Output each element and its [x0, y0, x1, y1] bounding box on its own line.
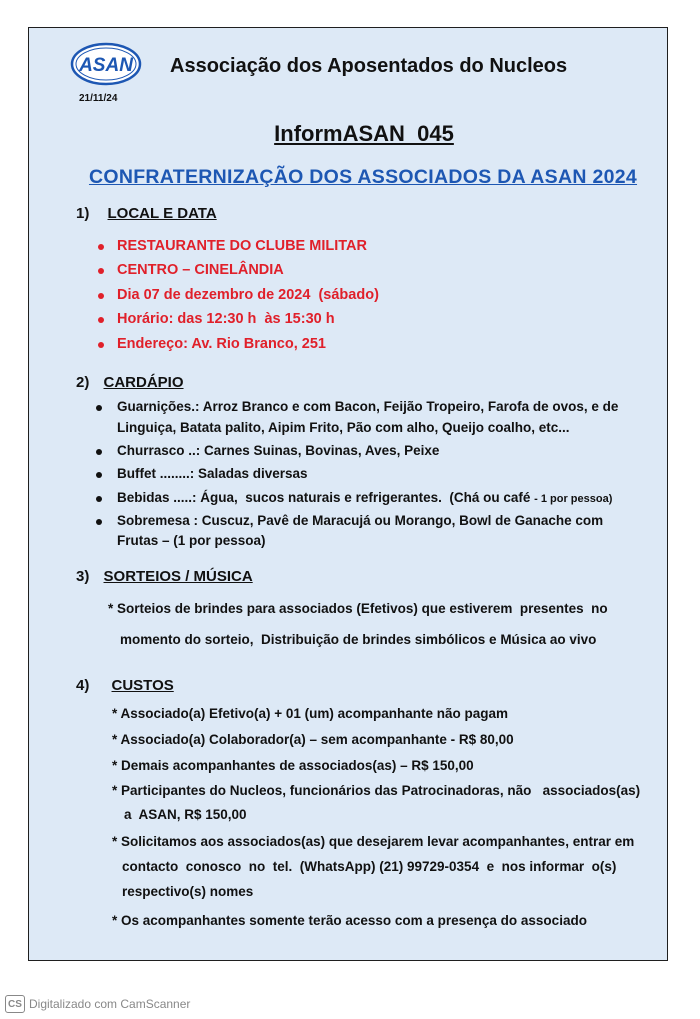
raffle-text: * Sorteios de brindes para associados (Efetivos) que estiverem presentes no — [108, 601, 608, 616]
menu-item: Churrasco ..: Carnes Suinas, Bovinas, Aves, Peixe — [117, 443, 440, 458]
date-item: Dia 07 de dezembro de 2024 (sábado) — [117, 287, 379, 303]
section3-number: 3) — [76, 568, 90, 585]
bulletin-title-text: InformASAN 045 — [274, 121, 454, 146]
bullet-icon — [98, 342, 104, 348]
raffle-text-continuation: momento do sorteio, Distribuição de brindes simbólicos e Música ao vivo — [120, 632, 597, 647]
bullet-icon — [96, 496, 102, 502]
section2-heading — [76, 374, 184, 391]
location-item: CENTRO – CINELÂNDIA — [117, 262, 284, 278]
menu-item-continuation: Linguiça, Batata palito, Aipim Frito, Pão com alho, Queijo coalho, etc... — [117, 420, 570, 435]
section4-title: CUSTOS — [111, 677, 174, 694]
section3-heading — [76, 568, 253, 585]
menu-item — [117, 490, 612, 505]
bulletin-title — [0, 121, 700, 147]
section1-title: LOCAL E DATA — [107, 205, 217, 222]
event-title — [0, 166, 700, 189]
bullet-icon — [96, 519, 102, 525]
cost-item-continuation: a ASAN, R$ 150,00 — [124, 807, 247, 822]
section4-heading — [76, 677, 174, 694]
cost-item: * Associado(a) Colaborador(a) – sem acompanhante - R$ 80,00 — [112, 732, 514, 747]
address-item: Endereço: Av. Rio Branco, 251 — [117, 336, 326, 352]
camscanner-label: Digitalizado com CamScanner — [29, 997, 191, 1011]
cost-item-continuation: contacto conosco no tel. (WhatsApp) (21) 99729-0354 e nos informar o(s) — [122, 859, 617, 874]
cost-item: * Os acompanhantes somente terão acesso com a presença do associado — [112, 913, 587, 928]
section3-title: SORTEIOS / MÚSICA — [103, 568, 253, 585]
logo-text: ASAN — [79, 55, 133, 76]
section1-heading — [76, 205, 217, 222]
bullet-icon — [98, 317, 104, 323]
bullet-icon — [96, 405, 102, 411]
bullet-icon — [98, 293, 104, 299]
menu-item-continuation: Frutas – (1 por pessoa) — [117, 533, 266, 548]
bullet-icon — [98, 244, 104, 250]
document-date: 21/11/24 — [79, 93, 118, 104]
cost-item: * Demais acompanhantes de associados(as) – R$ 150,00 — [112, 758, 474, 773]
bullet-icon — [96, 449, 102, 455]
menu-item: Buffet ........: Saladas diversas — [117, 466, 308, 481]
asan-logo — [70, 42, 142, 86]
bullet-icon — [96, 472, 102, 478]
cost-item: * Associado(a) Efetivo(a) + 01 (um) acompanhante não pagam — [112, 706, 508, 721]
camscanner-icon: CS — [5, 995, 25, 1013]
menu-item: Guarnições.: Arroz Branco e com Bacon, Feijão Tropeiro, Farofa de ovos, e de — [117, 399, 619, 414]
organization-name: Associação dos Aposentados do Nucleos — [170, 55, 568, 77]
cost-item-continuation: respectivo(s) nomes — [122, 884, 254, 899]
section2-number: 2) — [76, 374, 90, 391]
menu-item: Sobremesa : Cuscuz, Pavê de Maracujá ou Morango, Bowl de Ganache com — [117, 513, 604, 528]
section4-number: 4) — [76, 677, 90, 694]
location-item: RESTAURANTE DO CLUBE MILITAR — [117, 238, 367, 254]
event-title-text: CONFRATERNIZAÇÃO DOS ASSOCIADOS DA ASAN 2024 — [88, 166, 638, 188]
menu-item-text: Bebidas .....: Água, sucos naturais e refrigerantes. (Chá ou café — [117, 490, 531, 505]
section1-number: 1) — [76, 205, 90, 222]
section2-title: CARDÁPIO — [103, 374, 184, 391]
time-item: Horário: das 12:30 h às 15:30 h — [117, 311, 335, 327]
cost-item: * Solicitamos aos associados(as) que desejarem levar acompanhantes, entrar em — [112, 834, 635, 849]
menu-item-note: - 1 por pessoa) — [534, 493, 613, 505]
cost-item: * Participantes do Nucleos, funcionários das Patrocinadoras, não associados(as) — [112, 783, 641, 798]
bullet-icon — [98, 268, 104, 274]
